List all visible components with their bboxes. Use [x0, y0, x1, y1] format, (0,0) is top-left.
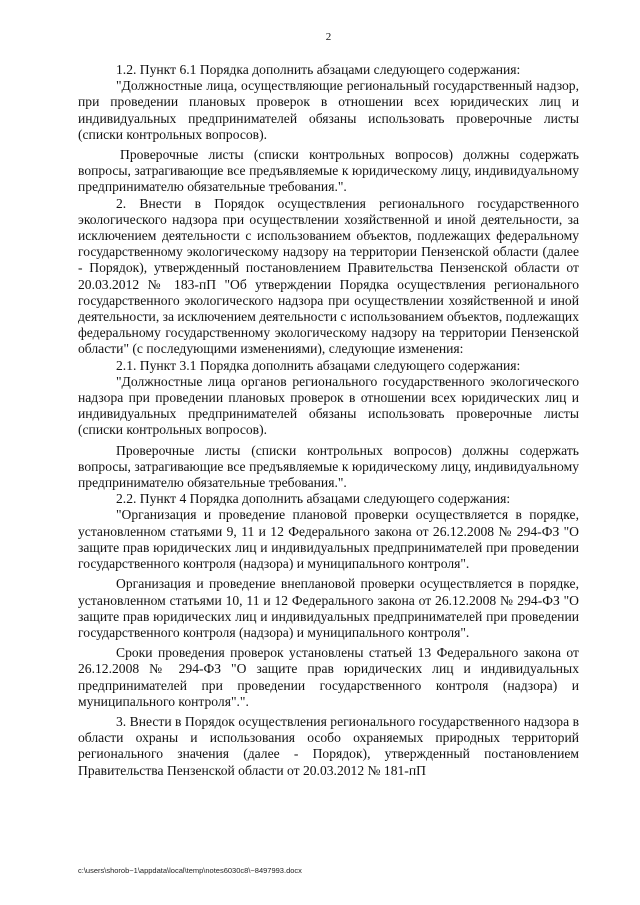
paragraph-checklists: Проверочные листы (списки контрольных вопросов) должны содержать вопросы, затрагивающие все предъявляемые к юридическому лицу, индивидуальному предпринимателю обязательные требования.".: [78, 147, 579, 195]
paragraph-3: 3. Внести в Порядок осуществления регионального государственного надзора в области охраны и использования особо охраняемых природных территорий регионального значения (далее - Порядок), утвержденный постановлением Правительства Пензенской области от 20.03.2012 № 181-пП: [78, 713, 579, 778]
paragraph-inspection-terms: Сроки проведения проверок установлены статьей 13 Федерального закона от 26.12.2008 № 294-ФЗ "О защите прав юридических лиц и индивидуальных предпринимателей при проведении государственного контроля (надзора) и муниципального контроля".".: [78, 645, 579, 709]
footer-file-path: c:\users\shorob~1\appdata\local\temp\notes6030c8\~8497993.docx: [78, 866, 302, 875]
paragraph-2-1: 2.1. Пункт 3.1 Порядка дополнить абзацами следующего содержания:: [116, 357, 521, 373]
page-number: 2: [325, 31, 332, 43]
paragraph-eco-checklists: Проверочные листы (списки контрольных вопросов) должны содержать вопросы, затрагивающие все предъявляемые к юридическому лицу, индивидуальному предпринимателю обязательные требования.".: [78, 442, 579, 491]
paragraph-2: 2. Внести в Порядок осуществления регионального государственного экологического надзора при осуществлении хозяйственной и иной деятельности, за исключением деятельности с использованием объектов, подлежащих федеральному государственному экологическому надзору на территории Пензенской области (далее - Порядок), утвержденный постановлением Правительства Пензенской области от 20.03.2012 № 183-пП "Об утверждении Порядка осуществления регионального государственного экологического надзора при осуществлении хозяйственной и иной деятельности, за исключением деятельности с использованием объектов, подлежащих федеральному государственному экологическому надзору на территории Пензенской области" (с последующими изменениями), следующие изменения:: [78, 195, 579, 357]
document-body: [78, 62, 579, 779]
paragraph-quote-officials: "Должностные лица, осуществляющие региональный государственный надзор, при проведении плановых проверок в отношении всех юридических лиц и индивидуальных предпринимателей обязаны использовать проверочные листы (списки контрольных вопросов).: [78, 78, 579, 142]
paragraph-1-2: 1.2. Пункт 6.1 Порядка дополнить абзацами следующего содержания:: [116, 62, 521, 77]
paragraph-2-2: 2.2. Пункт 4 Порядка дополнить абзацами следующего содержания:: [116, 491, 511, 507]
paragraph-quote-eco-officials: "Должностные лица органов регионального государственного экологического надзора при проведении плановых проверок в отношении всех юридических лиц и индивидуальных предпринимателей обязаны использовать проверочные листы (списки контрольных вопросов).: [78, 373, 579, 438]
paragraph-planned-inspection: "Организация и проведение плановой проверки осуществляется в порядке, установленном статьями 9, 11 и 12 Федерального закона от 26.12.2008 № 294-ФЗ "О защите прав юридических лиц и индивидуальных предпринимателей при проведении государственного контроля (надзора) и муниципального контроля".: [78, 507, 579, 572]
paragraph-unplanned-inspection: Организация и проведение внеплановой проверки осуществляется в порядке, установленном статьями 10, 11 и 12 Федерального закона от 26.12.2008 № 294-ФЗ "О защите прав юридических лиц и индивидуальных предпринимателей при проведении государственного контроля (надзора) и муниципального контроля".: [78, 576, 579, 640]
